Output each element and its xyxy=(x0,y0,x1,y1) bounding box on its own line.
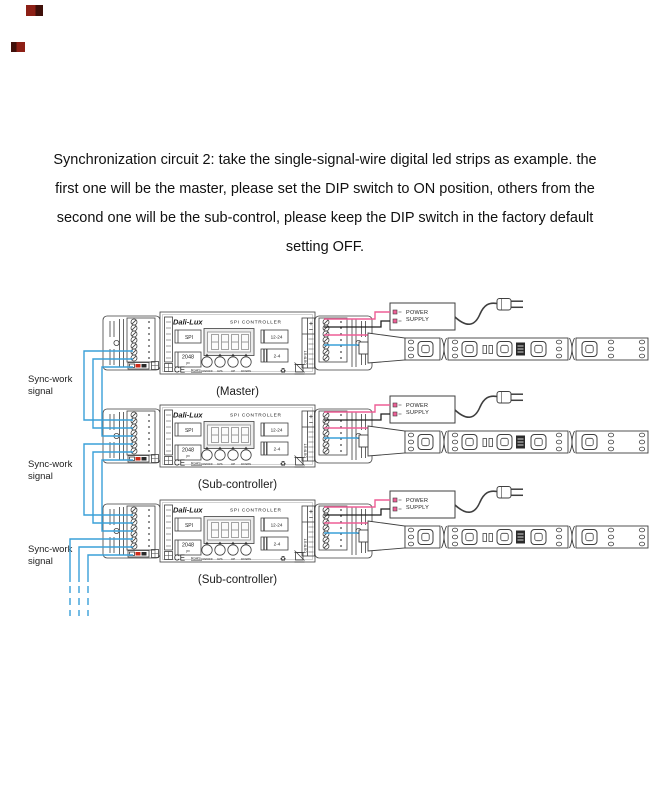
unit-caption: (Sub-controller) xyxy=(197,574,278,586)
controller-unit-3 xyxy=(103,487,648,587)
strip-connector-boot xyxy=(359,530,368,542)
strip-connector-boot xyxy=(359,435,368,447)
controller-title: SPI CONTROLLER xyxy=(230,508,282,514)
power-supply-label: POWER xyxy=(406,310,429,316)
button-up-label: UP xyxy=(230,462,236,466)
sync-label-line: Sync-work xyxy=(28,544,73,555)
power-supply-label: SUPPLY xyxy=(406,410,430,416)
recycle-icon: ♻ xyxy=(279,368,287,375)
led-strip xyxy=(405,431,648,453)
mode-box-label: SPI xyxy=(184,335,194,341)
sync-label-line: Sync-work xyxy=(28,374,73,385)
controller-unit-2 xyxy=(103,392,648,492)
strip-connector xyxy=(368,333,405,363)
rohs-mark: RoHS xyxy=(191,556,201,561)
mode-box-label: SPI xyxy=(184,523,194,529)
button-down-label: DOWN xyxy=(241,462,251,466)
brand-label: Dali-Lux xyxy=(173,317,203,327)
rohs-mark: RoHS xyxy=(191,368,201,373)
rohs-mark: RoHS xyxy=(191,461,201,466)
voltage-box-label: 12-24 xyxy=(270,334,283,340)
power-supply-label: SUPPLY xyxy=(406,505,430,511)
unit-caption: (Sub-controller) xyxy=(197,479,278,491)
controller-unit-1 xyxy=(103,299,648,399)
button-rs-label: R/S xyxy=(217,462,223,466)
button-down-label: DOWN xyxy=(241,557,251,561)
power-supply-label: SUPPLY xyxy=(406,317,430,323)
sync-label-line: Sync-work xyxy=(28,459,73,470)
button-rs-label: R/S xyxy=(217,557,223,561)
recycle-icon: ♻ xyxy=(279,556,287,563)
led-strip xyxy=(405,526,648,548)
strip-connector-boot xyxy=(359,342,368,354)
button-onoff-label: ON/OFF xyxy=(201,462,213,466)
voltage-box-label: 12-24 xyxy=(270,427,283,433)
button-onoff-label: ON/OFF xyxy=(201,369,213,373)
pixels-unit-label: px xyxy=(186,361,190,365)
description-line: setting OFF. xyxy=(285,239,365,255)
channels-box-label: 2-4 xyxy=(273,353,281,359)
ce-mark: CE xyxy=(174,458,186,468)
ce-mark: CE xyxy=(174,365,186,375)
power-supply-label: POWER xyxy=(406,403,429,409)
mode-box-label: SPI xyxy=(184,428,194,434)
strip-connector xyxy=(368,426,405,456)
power-supply-label: POWER xyxy=(406,498,429,504)
button-up-label: UP xyxy=(230,557,236,561)
controller-title: SPI CONTROLLER xyxy=(230,320,282,326)
output-label: OUTPUT xyxy=(303,538,308,553)
button-rs-label: R/S xyxy=(217,369,223,373)
controller-title: SPI CONTROLLER xyxy=(230,413,282,419)
pixels-unit-label: px xyxy=(186,549,190,553)
unit-caption: (Master) xyxy=(216,386,259,398)
pixels-box-label: 2048 xyxy=(181,354,195,361)
description-line: Synchronization circuit 2: take the single-signal-wire digital led strips as example. the xyxy=(53,152,597,168)
button-up-label: UP xyxy=(230,369,236,373)
sync-label-line: signal xyxy=(28,556,53,567)
pixels-box-label: 2048 xyxy=(181,447,195,454)
description-line: first one will be the master, please set the DIP switch to ON position, others from the xyxy=(55,181,595,197)
voltage-box-label: 12-24 xyxy=(270,522,283,528)
strip-connector xyxy=(368,521,405,551)
brand-label: Dali-Lux xyxy=(173,410,203,420)
brand-label: Dali-Lux xyxy=(173,505,203,515)
recycle-icon: ♻ xyxy=(279,461,287,468)
button-onoff-label: ON/OFF xyxy=(201,557,213,561)
description-line: second one will be the sub-control, please keep the DIP switch in the factory default xyxy=(56,210,594,226)
pixels-box-label: 2048 xyxy=(181,542,195,549)
output-label: OUTPUT xyxy=(303,350,308,365)
button-down-label: DOWN xyxy=(241,369,251,373)
sync-label-line: signal xyxy=(28,471,53,482)
led-strip xyxy=(405,338,648,360)
output-label: OUTPUT xyxy=(303,443,308,458)
ce-mark: CE xyxy=(174,553,186,563)
channels-box-label: 2-4 xyxy=(273,541,281,547)
sync-label-line: signal xyxy=(28,386,53,397)
pixels-unit-label: px xyxy=(186,454,190,458)
channels-box-label: 2-4 xyxy=(273,446,281,452)
